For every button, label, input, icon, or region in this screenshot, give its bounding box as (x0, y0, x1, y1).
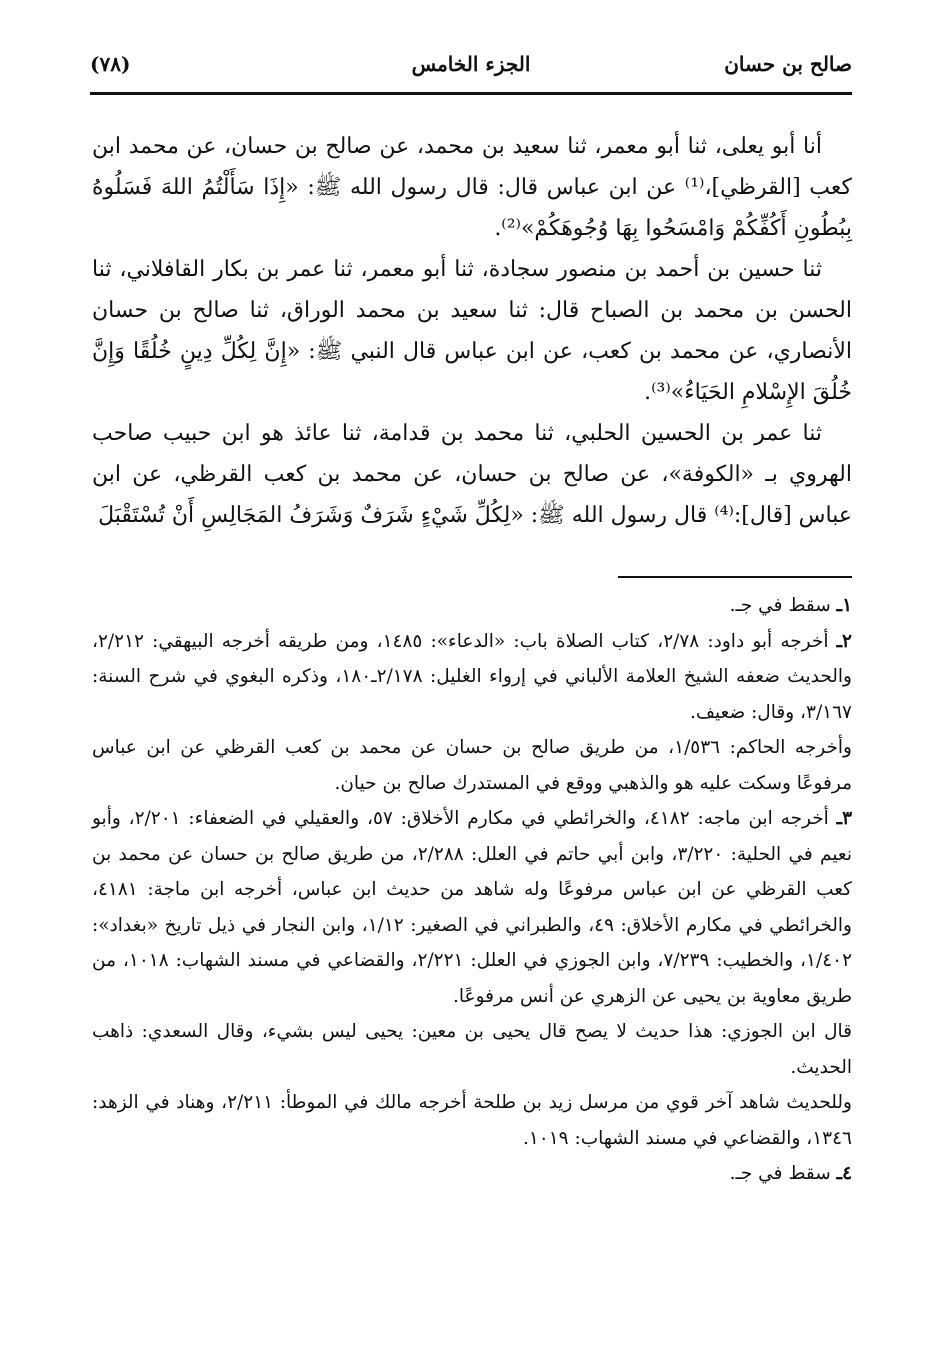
footnote-3-witness: وللحديث شاهد آخر قوي من مرسل زيد بن طلحة أخرجه مالك في الموطأ: ٢/٢١١، وهناد في الزهد: ١٣٤٦، والقضاعي في مسند الشهاب: ١٠١٩. (92, 1092, 852, 1149)
footnote-2-continued: وأخرجه الحاكم: ١/٥٣٦، من طريق صالح بن حسان عن محمد بن كعب القرظي عن ابن عباس مرفوعًا وسكت عليه هو والذهبي ووقع في المستدرك صالح بن حيان. (92, 737, 852, 794)
paragraph-3: ثنا عمر بن الحسين الحلبي، ثنا محمد بن قدامة، ثنا عائذ هو ابن حبيب صاحب الهروي بـ «الكوفة»، عن صالح بن حسان، عن محمد بن كعب القرظي، عن ابن عباس [قال]:⁽⁴⁾ قال رسول الله ﷺ: «لِكُلِّ شَيْءٍ شَرَفٌ وَشَرَفُ المَجَالِسِ أَنْ تُسْتَقْبَلَ (92, 421, 852, 528)
footnote-1: ١ـ سقط في جـ. (729, 595, 852, 616)
header-author: صالح بن حسان (724, 52, 852, 76)
main-text (92, 126, 852, 536)
footnote-separator (618, 576, 852, 578)
footnote-2: ٢ـ أخرجه أبو داود: ٢/٧٨، كتاب الصلاة باب: «الدعاء»: ١٤٨٥، ومن طريقه أخرجه البيهقي: ٢/٢١٢، والحديث ضعفه الشيخ العلامة الألباني في إرواء الغليل: ٢/١٧٨ـ١٨٠، وذكره البغوي في شرح السنة: ٣/١٦٧، وقال: ضعيف. (92, 630, 852, 723)
footnote-3: ٣ـ أخرجه ابن ماجه: ٤١٨٢، والخرائطي في مكارم الأخلاق: ٥٧، والعقيلي في الضعفاء: ٢/٢٠١، وأبو نعيم في الحلية: ٣/٢٢٠، وابن أبي حاتم في العلل: ٢/٢٨٨، من طريق صالح بن حسان عن محمد بن كعب القرظي عن ابن عباس مرفوعًا وله شاهد من حديث ابن عباس، أخرجه ابن ماجة: ٤١٨١، والخرائطي في مكارم الأخلاق: ٤٩، والطبراني في الصغير: ١/١٢، وابن النجار في ذيل تاريخ «بغداد»: ١/٤٠٢، والخطيب: ٧/٢٣٩، وابن الجوزي في العلل: ٢/٢٢١، والقضاعي في مسند الشهاب: ١٠١٨، من طريق معاوية بن يحيى عن الزهري عن أنس مرفوعًا. (92, 808, 853, 1007)
paragraph-1: أنا أبو يعلى، ثنا أبو معمر، ثنا سعيد بن محمد، عن صالح بن حسان، عن محمد ابن كعب [القرظي]،⁽¹⁾ عن ابن عباس قال: قال رسول الله ﷺ: «إِذَا سَأَلْتُمُ اللهَ فَسَلُوهُ بِبُطُونِ أَكُفِّكُمْ وَامْسَحُوا بِهَا وُجُوهَكُمْ»⁽²⁾. (92, 134, 852, 241)
header-volume: الجزء الخامس (411, 52, 531, 76)
running-header (90, 46, 852, 95)
footnote-3-continued: قال ابن الجوزي: هذا حديث لا يصح قال يحيى بن معين: يحيى ليس بشيء، وقال السعدي: ذاهب الحديث. (92, 1021, 852, 1078)
paragraph-2: ثنا حسين بن أحمد بن منصور سجادة، ثنا أبو معمر، ثنا عمر بن بكار القافلاني، ثنا الحسن بن محمد بن الصباح قال: ثنا سعيد بن محمد الوراق، ثنا صالح بن حسان الأنصاري، عن محمد بن كعب، عن ابن عباس قال النبي ﷺ: «إِنَّ لِكُلِّ دِينٍ خُلُقًا وَإِنَّ خُلُقَ الإِسْلامِ الحَيَاءُ»⁽³⁾. (92, 257, 852, 405)
footnotes (92, 588, 852, 1192)
footnote-4: ٤ـ سقط في جـ. (729, 1163, 852, 1184)
page-number: (٧٨) (90, 52, 131, 76)
